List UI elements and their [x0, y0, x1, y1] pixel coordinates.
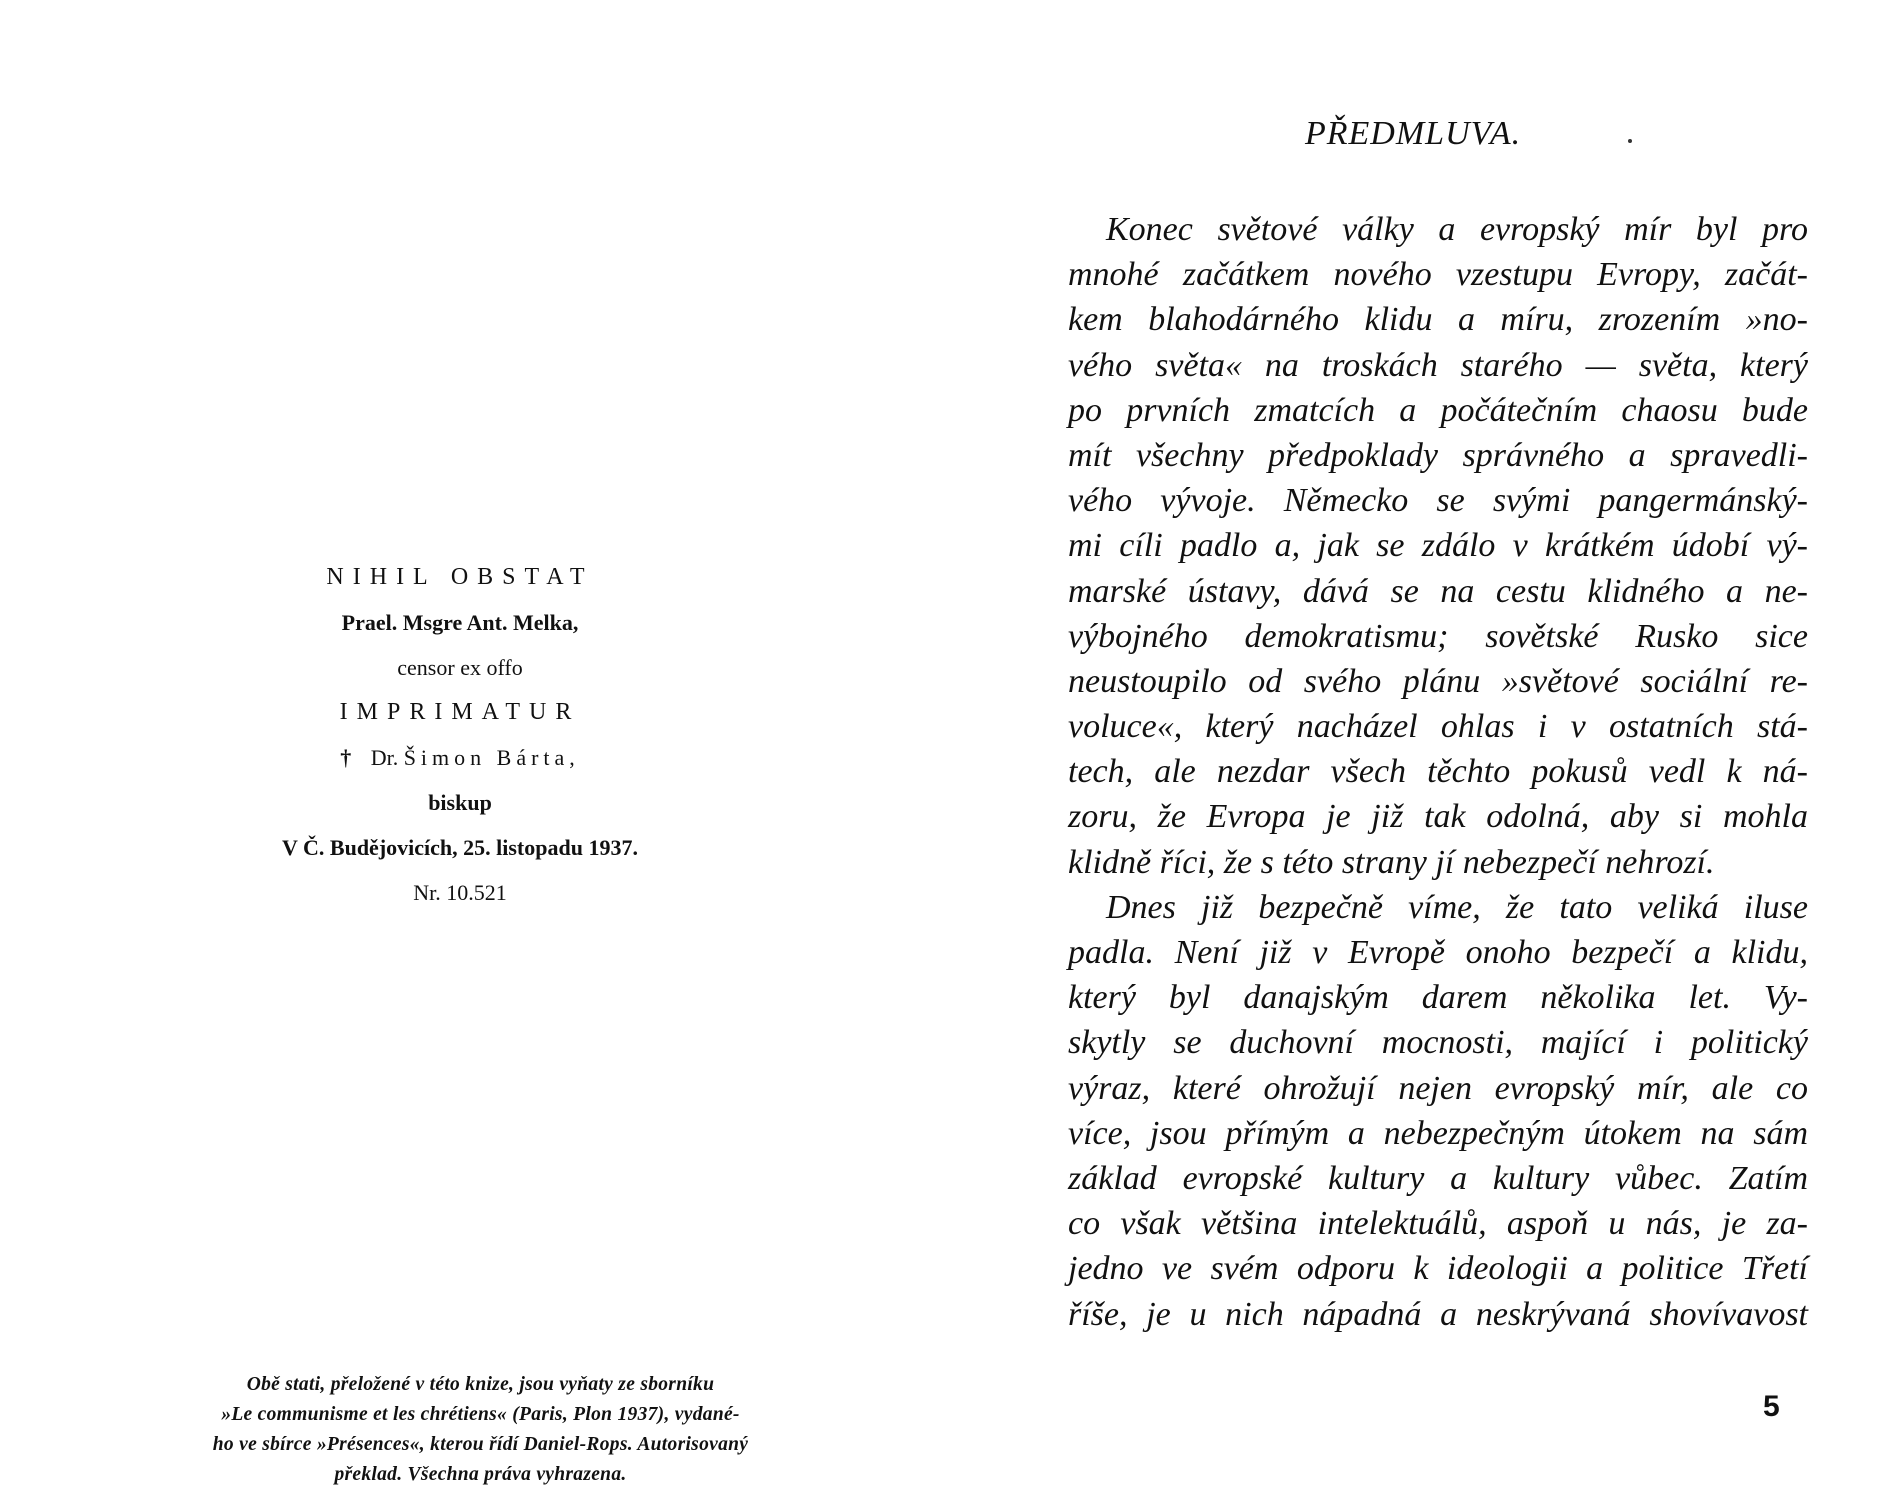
text-line: jedno ve svém odporu k ideologii a politice Třetí	[1068, 1250, 1808, 1288]
text-line: vého vývoje. Německo se svými pangermánský-	[1068, 482, 1808, 520]
footnote-line: Obě stati, přeložené v této knize, jsou vyňaty ze sborníku	[246, 1374, 715, 1395]
text-line: říše, je u nich nápadná a neskrývaná shovívavost	[1068, 1295, 1808, 1333]
translation-footnote	[108, 1370, 853, 1490]
text-line: voluce«, který nacházel ohlas i v ostatních stá-	[1068, 708, 1808, 746]
print-speck	[1628, 139, 1632, 143]
text-line: neustoupilo od svého plánu »světové sociální re-	[1068, 662, 1808, 700]
text-line: vého světa« na troskách starého — světa, který	[1068, 346, 1808, 384]
imprimatur-heading: IMPRIMATUR	[339, 699, 581, 725]
right-page	[960, 0, 1898, 1500]
bishop-name: Šimon Bárta,	[403, 745, 580, 770]
page-number: 5	[1763, 1390, 1780, 1423]
cross-symbol: †	[340, 745, 352, 770]
text-line: zoru, že Evropa je již tak odolná, aby si mohla	[1068, 798, 1808, 836]
footnote-line: překlad. Všechna práva vyhrazena.	[334, 1464, 627, 1485]
text-line: mnohé začátkem nového vzestupu Evropy, začát-	[1068, 256, 1808, 294]
bishop-role: biskup	[428, 790, 492, 815]
text-line: Konec světové války a evropský mír byl pro	[1106, 211, 1808, 248]
text-line: který byl danajským darem několika let. Vy-	[1068, 979, 1808, 1017]
bishop-line	[200, 735, 720, 780]
text-line: klidně říci, že s této strany jí nebezpečí nehrozí.	[1068, 843, 1715, 881]
text-line: Dnes již bezpečně víme, že tato veliká iluse	[1106, 888, 1808, 926]
footnote-line: »Le communisme et les chrétiens« (Paris, Plon 1937), vydané-	[221, 1404, 740, 1425]
text-line: padla. Není již v Evropě onoho bezpečí a klidu,	[1068, 934, 1808, 971]
nihil-obstat-heading: NIHIL OBSTAT	[326, 564, 594, 590]
text-line: výbojného demokratismu; sovětské Rusko sice	[1068, 617, 1808, 655]
church-approval-block	[200, 555, 720, 915]
bishop-prefix: Dr.	[370, 745, 399, 770]
censor-role: censor ex offo	[397, 655, 523, 680]
text-line: co však většina intelektuálů, aspoň u nás, je za-	[1068, 1205, 1808, 1243]
chapter-title: PŘEDMLUVA.	[1305, 115, 1522, 152]
text-line: více, jsou přímým a nebezpečným útokem na sám	[1068, 1114, 1808, 1152]
place-date: V Č. Budějovicích, 25. listopadu 1937.	[282, 835, 638, 860]
footnote-line: ho ve sbírce »Présences«, kterou řídí Daniel-Rops. Autorisovaný	[212, 1434, 749, 1455]
approval-number: Nr. 10.521	[413, 880, 507, 905]
text-line: marské ústavy, dává se na cestu klidného a ne-	[1068, 572, 1808, 610]
censor-name: Prael. Msgre Ant. Melka,	[341, 610, 579, 635]
text-line: kem blahodárného klidu a míru, zrozením »no-	[1068, 301, 1808, 339]
text-line: mi cíli padlo a, jak se zdálo v krátkém údobí vý-	[1068, 527, 1808, 565]
text-line: tech, ale nezdar všech těchto pokusů vedl k ná-	[1068, 753, 1808, 791]
text-line: po prvních zmatcích a počátečním chaosu bude	[1068, 391, 1808, 429]
text-line: základ evropské kultury a kultury vůbec. Zatím	[1068, 1159, 1808, 1197]
text-line: mít všechny předpoklady správného a spravedli-	[1068, 436, 1808, 474]
text-line: skytly se duchovní mocnosti, mající i politický	[1068, 1024, 1808, 1062]
preface-body-text	[1068, 207, 1808, 1337]
text-line: výraz, které ohrožují nejen evropský mír, ale co	[1068, 1069, 1808, 1107]
